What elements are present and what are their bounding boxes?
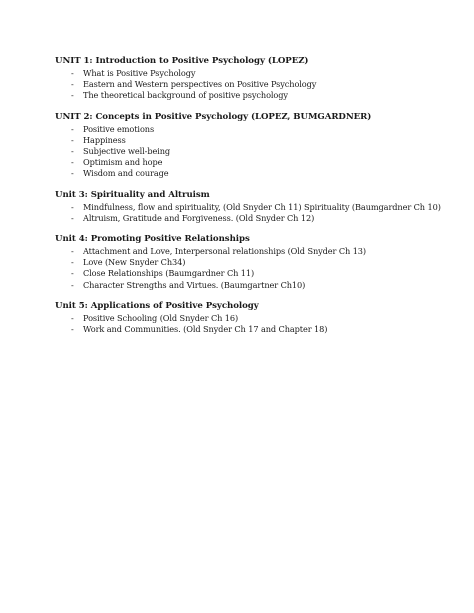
unit-5-topic-list: [55, 313, 455, 335]
list-item: - Close Relationships (Baumgardner Ch 11): [55, 268, 455, 279]
list-item: - Mindfulness, flow and spirituality, (Old Snyder Ch 11) Spirituality (Baumgardner Ch 10): [55, 202, 455, 213]
unit-5-title: Unit 5: Applications of Positive Psychology: [55, 300, 259, 311]
unit-3-section: [55, 189, 455, 224]
list-item: - Happiness: [55, 135, 455, 146]
list-item: - Altruism, Gratitude and Forgiveness. (Old Snyder Ch 12): [55, 213, 455, 224]
unit-1-topic-list: [55, 68, 455, 102]
unit-3-title: Unit 3: Spirituality and Altruism: [55, 189, 210, 200]
unit-1-title: UNIT 1: Introduction to Positive Psychology (LOPEZ): [55, 56, 309, 66]
list-item: - Character Strengths and Virtues. (Baumgartner Ch10): [55, 280, 455, 291]
list-item: - Positive Schooling (Old Snyder Ch 16): [55, 313, 455, 324]
list-item: - Work and Communities. (Old Snyder Ch 17 and Chapter 18): [55, 324, 455, 335]
unit-3-topic-list: [55, 202, 455, 224]
unit-4-title: Unit 4: Promoting Positive Relationships: [55, 234, 250, 245]
unit-5-section: [55, 300, 455, 335]
syllabus-document: [55, 55, 455, 344]
unit-2-section: [55, 111, 455, 180]
list-item: - Attachment and Love, Interpersonal relationships (Old Snyder Ch 13): [55, 246, 455, 257]
unit-2-title: UNIT 2: Concepts in Positive Psychology (LOPEZ, BUMGARDNER): [55, 111, 372, 122]
list-item: - The theoretical background of positive psychology: [55, 90, 455, 101]
list-item: - Subjective well-being: [55, 146, 455, 157]
list-item: - Wisdom and courage: [55, 168, 455, 179]
list-item: - Optimism and hope: [55, 157, 455, 168]
list-item: - Positive emotions: [55, 124, 455, 135]
list-item: - Love (New Snyder Ch34): [55, 257, 455, 268]
list-item: - What is Positive Psychology: [55, 68, 455, 79]
unit-2-topic-list: [55, 124, 455, 180]
unit-1-section: [55, 55, 455, 102]
unit-4-topic-list: [55, 246, 455, 291]
list-item: - Eastern and Western perspectives on Positive Psychology: [55, 79, 455, 90]
unit-4-section: [55, 233, 455, 291]
